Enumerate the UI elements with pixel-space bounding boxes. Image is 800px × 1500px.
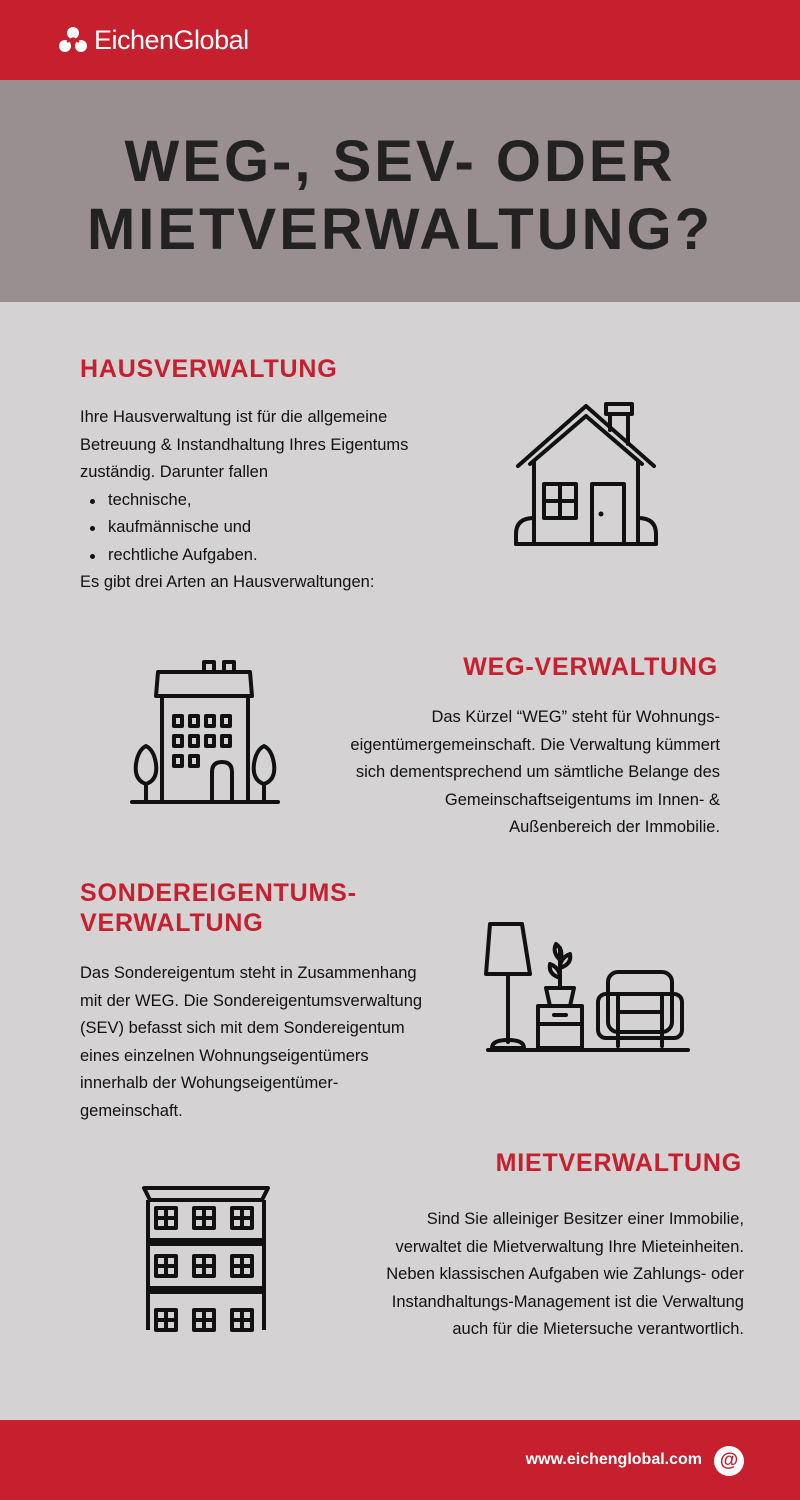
hausverwaltung-text bbox=[80, 404, 440, 597]
apartment-building-icon bbox=[128, 658, 282, 808]
list-item: kaufmännische und bbox=[80, 514, 440, 542]
people-logo-icon bbox=[58, 26, 88, 54]
living-room-icon bbox=[484, 916, 692, 1054]
hausverwaltung-bullet-list bbox=[80, 487, 440, 570]
brand-logo[interactable] bbox=[58, 24, 249, 56]
hausverwaltung-outro: Es gibt drei Arten an Hausverwaltungen: bbox=[80, 573, 375, 591]
sondereigentumsverwaltung-heading-line-2: VERWALTUNG bbox=[80, 909, 264, 937]
list-item: technische, bbox=[80, 487, 440, 515]
page-title-line-2: MIETVERWALTUNG? bbox=[86, 197, 714, 262]
email-at-icon[interactable]: @ bbox=[714, 1446, 744, 1476]
list-item: rechtliche Aufgaben. bbox=[80, 542, 440, 570]
hausverwaltung-intro: Ihre Hausverwaltung ist für die allgemeine Betreuung & Instandhaltung Ihres Eigentums zuständig. Darunter fallen bbox=[80, 408, 409, 481]
sondereigentumsverwaltung-heading-line-1: SONDEREIGENTUMS- bbox=[80, 879, 357, 907]
mietverwaltung-heading: MIETVERWALTUNG bbox=[495, 1149, 742, 1177]
page-title bbox=[0, 128, 800, 264]
hausverwaltung-heading: HAUSVERWALTUNG bbox=[80, 355, 338, 383]
page-title-line-1: WEG-, SEV- ODER bbox=[124, 129, 676, 194]
website-link[interactable]: www.eichenglobal.com bbox=[525, 1451, 702, 1468]
brand-name: EichenGlobal bbox=[94, 24, 249, 55]
mietverwaltung-text: Sind Sie alleiniger Besitzer einer Immobilie, verwaltet die Mietverwaltung Ihre Mieteinheiten. Neben klassischen Aufgaben wie Zahlungs- oder Instandhaltungs-Management ist die Verwaltung auch für die Mietersuche verantwortlich. bbox=[386, 1210, 744, 1338]
house-icon bbox=[508, 398, 664, 550]
sondereigentumsverwaltung-text: Das Sondereigentum steht in Zusammenhang mit der WEG. Die Sondereigentumsverwaltung (SEV) befasst sich mit dem Sondereigentum eines einzelnen Wohnungseigentümers innerhalb der Wohungseigentümer-gemeinschaft. bbox=[80, 964, 423, 1120]
weg-verwaltung-heading: WEG-VERWALTUNG bbox=[463, 653, 718, 681]
weg-verwaltung-text: Das Kürzel “WEG” steht für Wohnungs-eigentümergemeinschaft. Die Verwaltung kümmert sich dementsprechend um sämtliche Belange des Gemeinschaftseigentums im Innen- & Außenbereich der Immobilie. bbox=[350, 708, 720, 836]
office-building-icon bbox=[140, 1184, 272, 1336]
sondereigentumsverwaltung-heading bbox=[80, 878, 357, 938]
